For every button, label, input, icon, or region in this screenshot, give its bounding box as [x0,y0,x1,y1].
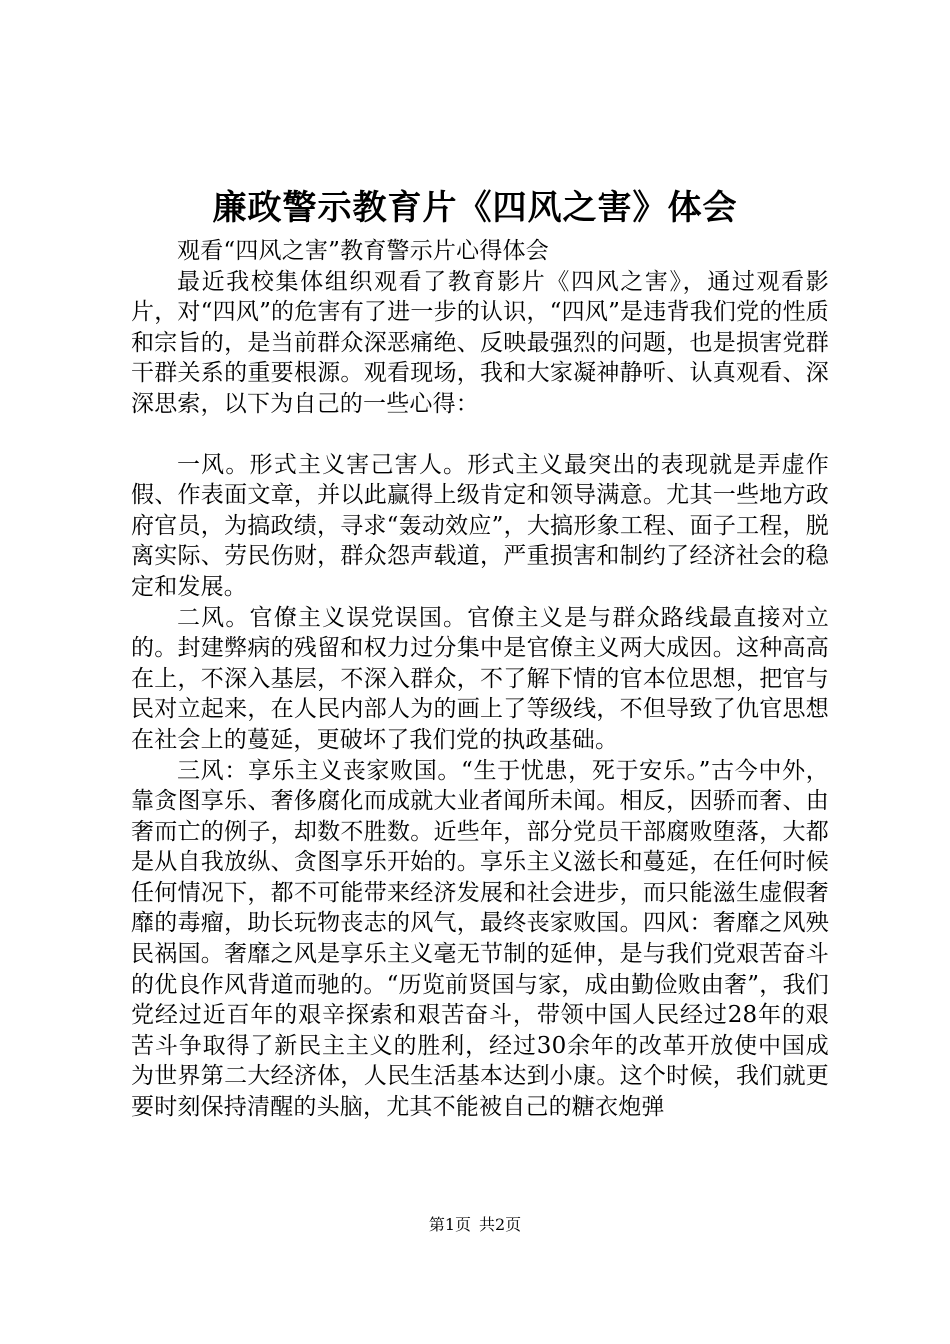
paragraph-intro: 最近我校集体组织观看了教育影片《四风之害》，通过观看影片，对“四风”的危害有了进一步的认识，“四风”是违背我们党的性质和宗旨的，是当前群众深恶痛绝、反映最强烈的问题，也是损害党群干群关系的重要根源。观看现场，我和大家凝神静听、认真观看、深深思索，以下为自己的一些心得： [131,268,829,417]
document-subtitle: 观看“四风之害”教育警示片心得体会 [177,238,549,264]
page-number: 第1页 [428,1215,471,1234]
paragraph-third-wind: 三风：享乐主义丧家败国。“生于忧患，死于安乐。”古今中外，靠贪图享乐、奢侈腐化而成就大业者闻所未闻。相反，因骄而奢、由奢而亡的例子，却数不胜数。近些年，部分党员干部腐败堕落，大都是从自我放纵、贪图享乐开始的。享乐主义滋长和蔓延，在任何时候任何情况下，都不可能带来经济发展和社会进步，而只能滋生虚假奢靡的毒瘤，助长玩物丧志的风气，最终丧家败国。四风：奢靡之风殃民祸国。奢靡之风是享乐主义毫无节制的延伸，是与我们党艰苦奋斗的优良作风背道而驰的。“历览前贤国与家，成由勤俭败由奢”，我们党经过近百年的艰辛探索和艰苦奋斗，带领中国人民经过28年的艰苦斗争取得了新民主主义的胜利，经过30余年的改革开放使中国成为世界第二大经济体，人民生活基本达到小康。这个时候，我们就更要时刻保持清醒的头脑，尤其不能被自己的糖衣炮弹 [131,757,829,1121]
paragraph-first-wind: 一风。形式主义害己害人。形式主义最突出的表现就是弄虚作假、作表面文章，并以此赢得上级肯定和领导满意。尤其一些地方政府官员，为搞政绩，寻求“轰动效应”，大搞形象工程、面子工程，脱离实际、劳民伤财，群众怨声载道，严重损害和制约了经济社会的稳定和发展。 [131,451,829,600]
paragraph-spacer [131,420,829,450]
document-title: 廉政警示教育片《四风之害》体会 [212,188,738,228]
page-total: 共2页 [479,1215,522,1234]
page-footer [0,1214,950,1236]
paragraph-second-wind: 二风。官僚主义误党误国。官僚主义是与群众路线最直接对立的。封建弊病的残留和权力过分集中是官僚主义两大成因。这种高高在上，不深入基层，不深入群众，不了解下情的官本位思想，把官与民对立起来，在人民内部人为的画上了等级线，不但导致了仇官思想在社会上的蔓延，更破坏了我们党的执政基础。 [131,604,829,753]
document-body [131,236,829,1123]
